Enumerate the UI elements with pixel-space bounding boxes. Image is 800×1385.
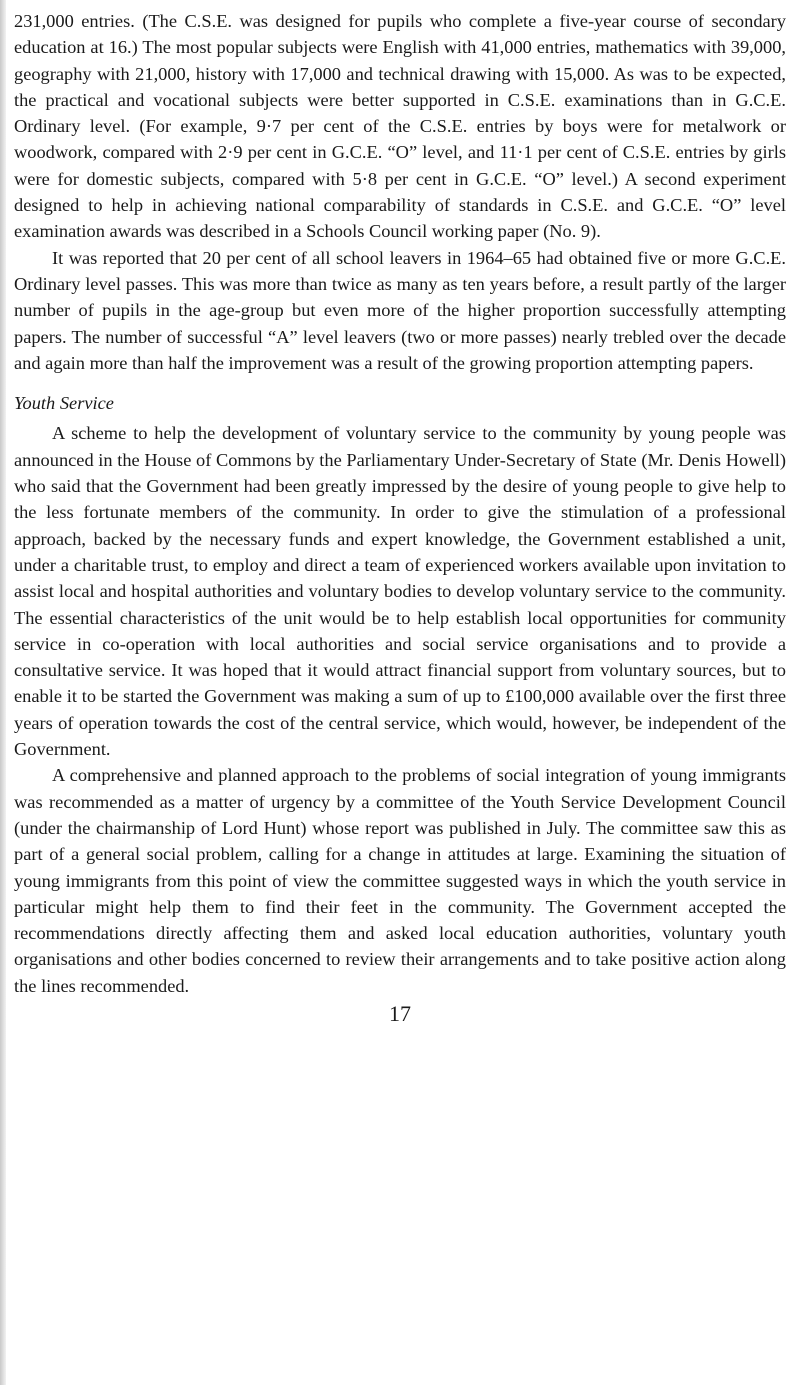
paragraph-cse-entries: 231,000 entries. (The C.S.E. was designed for pupils who complete a five-year course of secondary education at 16.) The most popular subjects were English with 41,000 entries, mathematics with 39,000, geography with 21,000, history with 17,000 and technical drawing with 15,000. As was to be expected, the practical and vocational subjects were better supported in C.S.E. examinations than in G.C.E. Ordinary level. (For example, 9·7 per cent of the C.S.E. entries by boys were for metalwork or woodwork, compared with 2·9 per cent in G.C.E. “O” level, and 11·1 per cent of C.S.E. entries by girls were for domestic subjects, compared with 5·8 per cent in G.C.E. “O” level.) A second experiment designed to help in achieving national comparability of standards in C.S.E. and G.C.E. “O” level examination awards was described in a Schools Council working paper (No. 9).	[14, 11, 786, 242]
page-number: 17	[389, 1000, 411, 1026]
section-heading-youth-service: Youth Service	[14, 393, 114, 414]
paragraph-school-leavers: It was reported that 20 per cent of all school leavers in 1964–65 had obtained five or more G.C.E. Ordinary level passes. This was more than twice as many as ten years before, a result partly of the larger number of pupils in the age-group but even more of the higher proportion successfully attempting papers. The number of successful “A” level leavers (two or more passes) nearly trebled over the decade and again more than half the improvement was a result of the growing proportion attempting papers.	[14, 247, 786, 373]
paragraph-voluntary-service: A scheme to help the development of voluntary service to the community by young people was announced in the House of Commons by the Parliamentary Under-Secretary of State (Mr. Denis Howell) who said that the Government had been greatly impressed by the desire of young people to give help to the less fortunate members of the community. In order to give the stimulation of a professional approach, backed by the necessary funds and expert knowledge, the Government established a unit, under a charitable trust, to employ and direct a team of experienced workers available upon invitation to assist local and hospital authorities and voluntary bodies to develop voluntary service to the community. The essential characteristics of the unit would be to help establish local opportunities for community service in co-operation with local authorities and social service organisations and to provide a consultative service. It was hoped that it would attract financial support from voluntary sources, but to enable it to be started the Government was making a sum of up to £100,000 available over the first three years of operation towards the cost of the central service, which would, however, be independent of the Government.	[14, 423, 786, 760]
page-binding-edge	[0, 0, 6, 1385]
paragraph-young-immigrants: A comprehensive and planned approach to the problems of social integration of young immigrants was recommended as a matter of urgency by a committee of the Youth Service Development Council (under the chairmanship of Lord Hunt) whose report was published in July. The committee saw this as part of a general social problem, calling for a change in attitudes at large. Examining the situation of young immigrants from this point of view the committee suggested ways in which the youth service in particular might help them to find their feet in the community. The Government accepted the recommendations directly affecting them and asked local education authorities, voluntary youth organisations and other bodies concerned to review their arrangements and to take positive action along the lines recommended.	[14, 765, 786, 996]
document-page	[14, 8, 786, 1027]
